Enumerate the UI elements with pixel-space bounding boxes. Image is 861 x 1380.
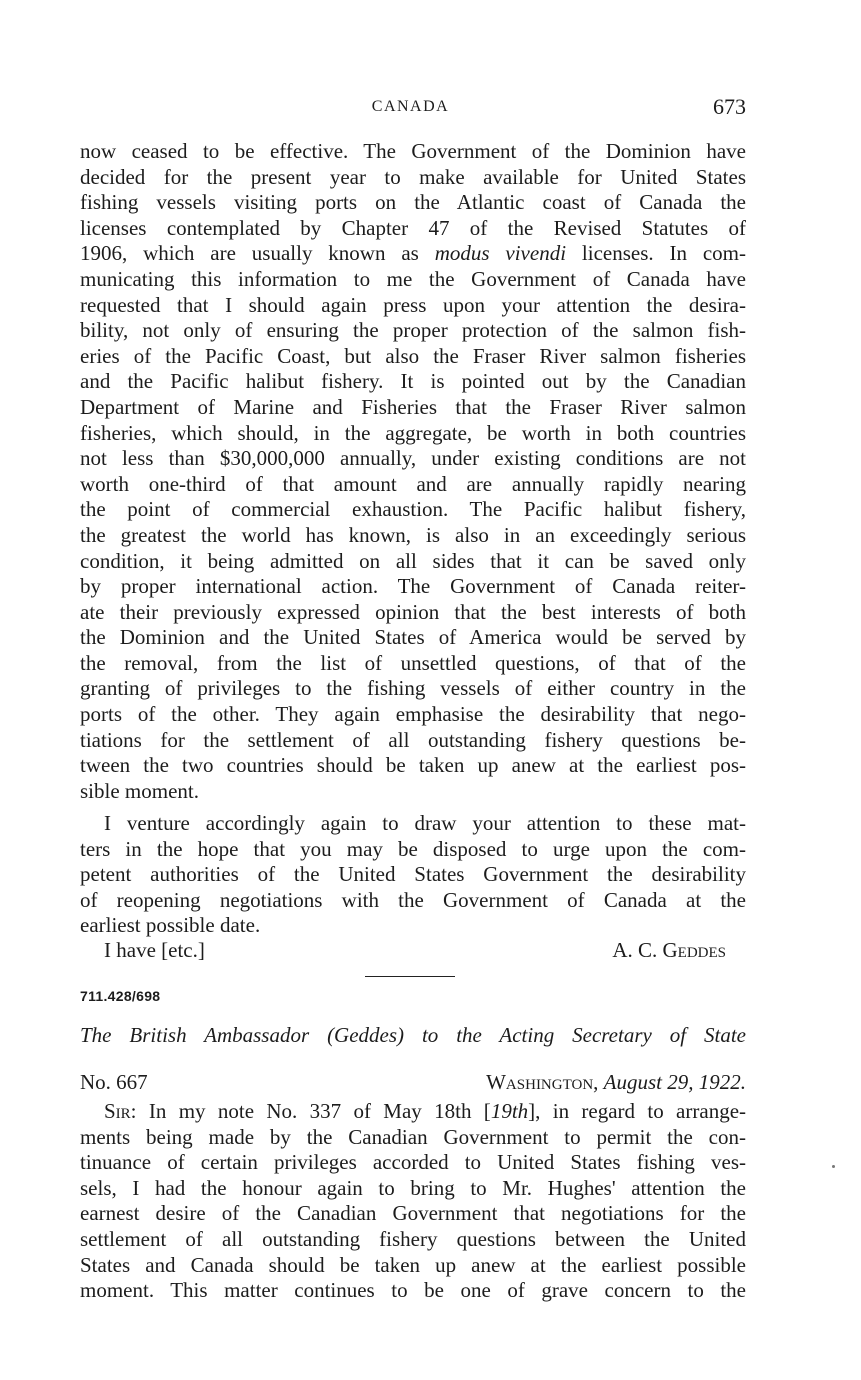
- signature: A. C. Geddes: [612, 938, 726, 962]
- text-line: fisheries, which should, in the aggregate, be worth in both countries: [80, 420, 746, 445]
- text-line: tween the two countries should be taken up anew at the earliest pos-: [80, 753, 746, 778]
- text-line: bility, not only of ensuring the proper protection of the salmon fish-: [80, 318, 746, 343]
- text-line: the greatest the world has known, is also in an exceedingly serious: [80, 522, 746, 547]
- page-number: 673: [713, 94, 746, 119]
- text-line: requested that I should again press upon your attention the desira-: [80, 292, 746, 317]
- text-line: tiations for the settlement of all outstanding fishery questions be-: [80, 727, 746, 752]
- place-and-date: [486, 1070, 746, 1095]
- text-line: Department of Marine and Fisheries that the Fraser River salmon: [80, 394, 746, 419]
- date: August 29, 1922.: [603, 1070, 746, 1094]
- text-line: condition, it being admitted on all sides that it can be saved only: [80, 548, 746, 573]
- text-fragment: 1906, which are usually known as: [80, 241, 435, 266]
- body-paragraph-3: [80, 1099, 746, 1304]
- text-line: and the Pacific halibut fishery. It is pointed out by the Canadian: [80, 369, 746, 394]
- text-fragment: licenses. In com-: [566, 241, 746, 266]
- text-line: not less than $30,000,000 annually, under existing conditions are not: [80, 446, 746, 471]
- text-line: [80, 241, 746, 267]
- text-line: [80, 1099, 746, 1125]
- text-line: the removal, from the list of unsettled questions, of that of the: [80, 650, 746, 675]
- text-line: of reopening negotiations with the Government of Canada at the: [80, 887, 746, 912]
- running-title: CANADA: [371, 98, 450, 115]
- text-line: eries of the Pacific Coast, but also the Fraser River salmon fisheries: [80, 343, 746, 368]
- text-line: licenses contemplated by Chapter 47 of the Revised Statutes of: [80, 215, 746, 240]
- salutation: Sir:: [104, 1099, 137, 1123]
- place: Washington,: [486, 1070, 599, 1094]
- text-line: ports of the other. They again emphasise the desirability that nego-: [80, 702, 746, 727]
- text-line: ments being made by the Canadian Government to permit the con-: [80, 1124, 746, 1149]
- text-line: fishing vessels visiting ports on the Atlantic coast of Canada the: [80, 190, 746, 215]
- body-paragraph-1: [80, 139, 746, 804]
- text-fragment: ], in regard to arrange-: [528, 1099, 747, 1123]
- file-number: 711.428/698: [80, 988, 161, 1004]
- text-line: granting of privileges to the fishing vessels of either country in the: [80, 676, 746, 701]
- text-line: ters in the hope that you may be disposed to urge upon the com-: [80, 836, 746, 861]
- dateline: [80, 1070, 746, 1095]
- complimentary-close: I have [etc.]: [104, 938, 205, 962]
- note-number: No. 667: [80, 1070, 148, 1094]
- text-line: tinuance of certain privileges accorded to United States fishing ves-: [80, 1150, 746, 1175]
- text-line: municating this information to me the Government of Canada have: [80, 266, 746, 291]
- text-line: earnest desire of the Canadian Government that negotiations for the: [80, 1201, 746, 1226]
- text-line: sible moment.: [80, 778, 199, 803]
- text-line: I venture accordingly again to draw your attention to these mat-: [104, 811, 746, 835]
- section-divider: [365, 976, 455, 977]
- italic-phrase: modus vivendi: [434, 241, 567, 266]
- text-line: States and Canada should be taken up anew at the earliest possible: [80, 1252, 746, 1277]
- text-line: by proper international action. The Government of Canada reiter-: [80, 574, 746, 599]
- text-line: petent authorities of the United States Government the desirability: [80, 862, 746, 887]
- text-line: sels, I had the honour again to bring to Mr. Hughes' attention the: [80, 1175, 746, 1200]
- document-heading: The British Ambassador (Geddes) to the Acting Secretary of State: [80, 1023, 746, 1047]
- italic-correction: 19th: [490, 1099, 529, 1123]
- text-line: the Dominion and the United States of America would be served by: [80, 625, 746, 650]
- body-paragraph-2: [80, 811, 746, 939]
- text-line: now ceased to be effective. The Government of the Dominion have: [80, 139, 746, 163]
- scan-speck: [832, 1165, 835, 1168]
- text-line: worth one-third of that amount and are annually rapidly nearing: [80, 471, 746, 496]
- text-line: decided for the present year to make available for United States: [80, 164, 746, 189]
- text-line: earliest possible date.: [80, 913, 261, 938]
- text-line: settlement of all outstanding fishery questions between the United: [80, 1226, 746, 1251]
- text-line: the point of commercial exhaustion. The Pacific halibut fishery,: [80, 497, 746, 522]
- text-line: moment. This matter continues to be one of grave concern to the: [80, 1278, 746, 1303]
- text-fragment: In my note No. 337 of May 18th [: [136, 1099, 491, 1123]
- text-line: ate their previously expressed opinion that the best interests of both: [80, 599, 746, 624]
